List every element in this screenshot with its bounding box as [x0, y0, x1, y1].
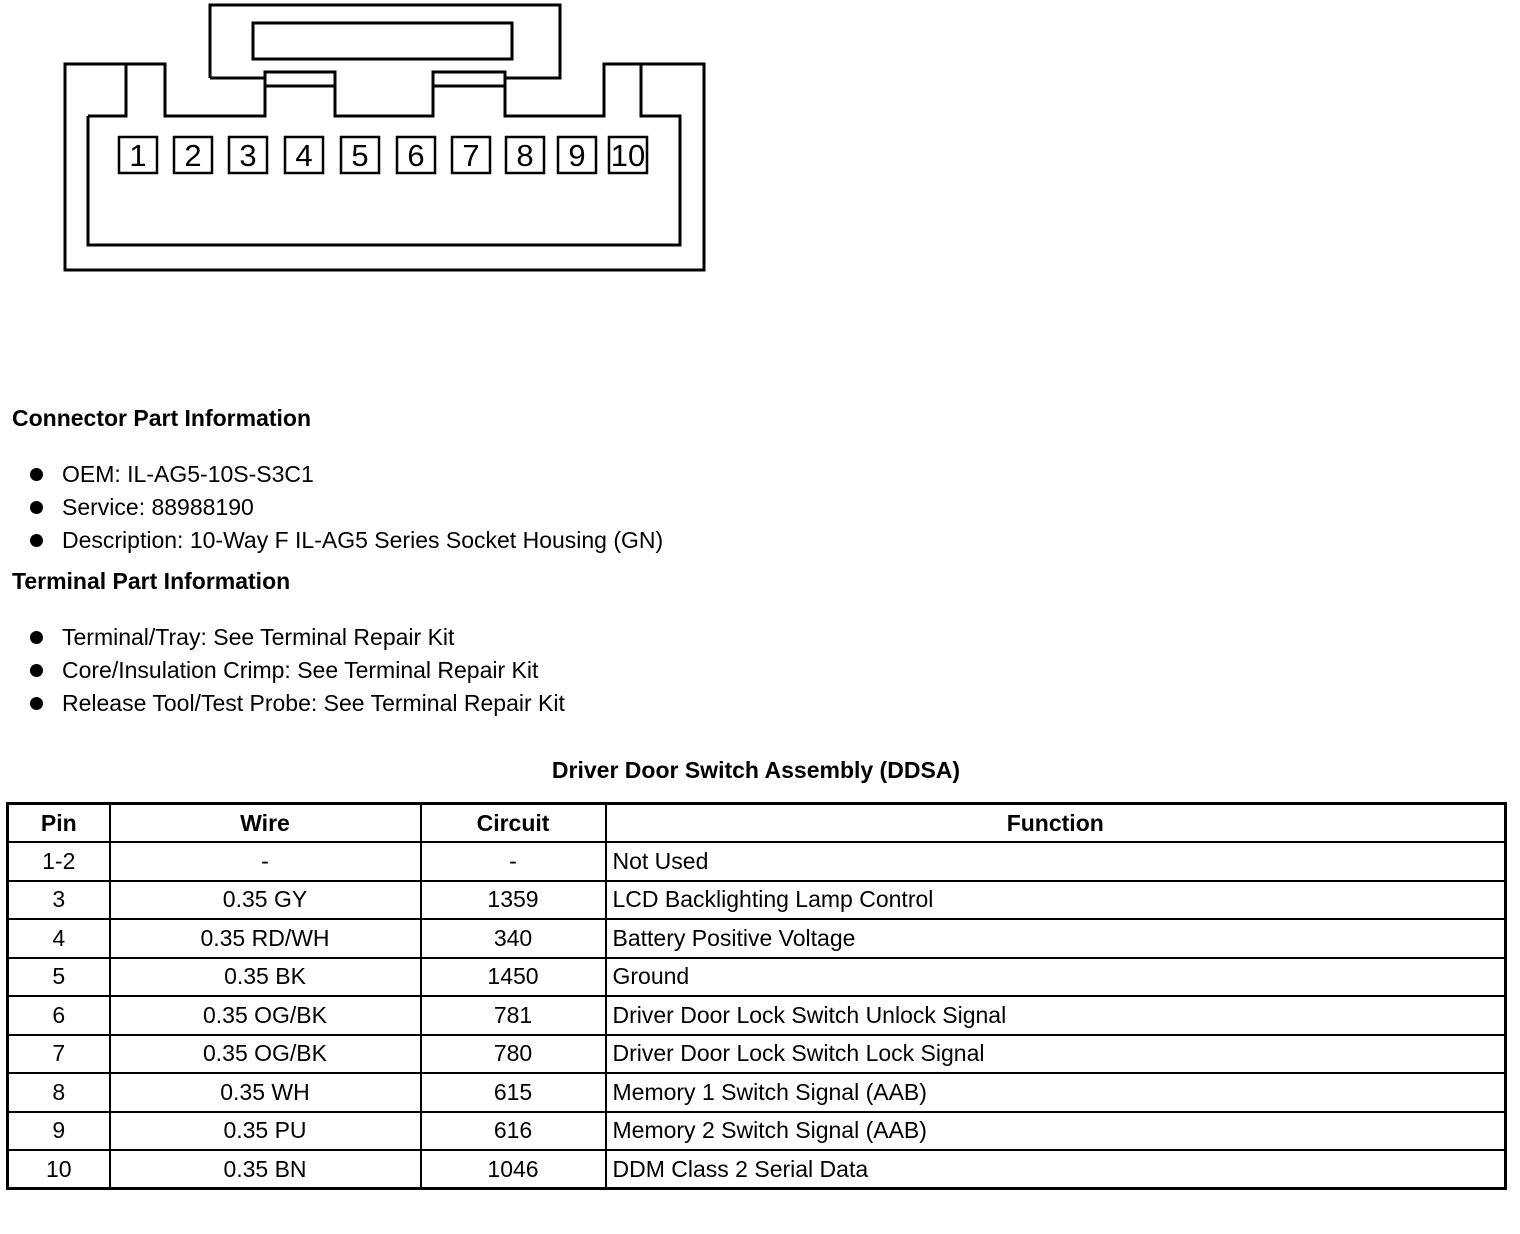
header-wire: Wire [110, 804, 421, 843]
pin-label-7: 7 [462, 138, 480, 173]
cell-function: Not Used [606, 842, 1506, 881]
table-row [8, 881, 1506, 920]
cell-wire: 0.35 BN [110, 1150, 421, 1189]
connector-info-list [30, 458, 663, 557]
terminal-tray: Terminal/Tray: See Terminal Repair Kit [30, 621, 565, 654]
cell-function: Ground [606, 958, 1506, 997]
terminal-crimp: Core/Insulation Crimp: See Terminal Repair Kit [30, 654, 565, 687]
cell-wire: 0.35 WH [110, 1073, 421, 1112]
connector-face-diagram [0, 0, 720, 285]
cell-circuit: - [421, 842, 606, 881]
table-row [8, 842, 1506, 881]
pin-label-9: 9 [568, 138, 586, 173]
cell-pin: 4 [8, 919, 110, 958]
cell-circuit: 780 [421, 1035, 606, 1074]
cell-function: Memory 1 Switch Signal (AAB) [606, 1073, 1506, 1112]
cell-circuit: 781 [421, 996, 606, 1035]
cell-circuit: 1359 [421, 881, 606, 920]
table-row [8, 1035, 1506, 1074]
cell-function: Driver Door Lock Switch Unlock Signal [606, 996, 1506, 1035]
pin-label-6: 6 [407, 138, 425, 173]
table-row [8, 1150, 1506, 1189]
terminal-release-tool: Release Tool/Test Probe: See Terminal Repair Kit [30, 687, 565, 720]
cell-circuit: 616 [421, 1112, 606, 1151]
connector-latch [210, 5, 560, 78]
table-body [8, 842, 1506, 1189]
cell-circuit: 615 [421, 1073, 606, 1112]
cell-circuit: 1450 [421, 958, 606, 997]
cell-function: Battery Positive Voltage [606, 919, 1506, 958]
cell-wire: 0.35 PU [110, 1112, 421, 1151]
connector-service: Service: 88988190 [30, 491, 663, 524]
cell-wire: - [110, 842, 421, 881]
pin-label-2: 2 [184, 138, 202, 173]
cell-pin: 6 [8, 996, 110, 1035]
cell-function: Memory 2 Switch Signal (AAB) [606, 1112, 1506, 1151]
header-function: Function [606, 804, 1506, 843]
header-pin: Pin [8, 804, 110, 843]
connector-description: Description: 10-Way F IL-AG5 Series Socket Housing (GN) [30, 524, 663, 557]
cell-function: DDM Class 2 Serial Data [606, 1150, 1506, 1189]
terminal-info-heading: Terminal Part Information [12, 568, 291, 594]
cell-wire: 0.35 OG/BK [110, 996, 421, 1035]
pin-label-10: 10 [610, 138, 646, 173]
table-row [8, 996, 1506, 1035]
cell-function: Driver Door Lock Switch Lock Signal [606, 1035, 1506, 1074]
table-row [8, 919, 1506, 958]
cell-pin: 3 [8, 881, 110, 920]
cell-wire: 0.35 OG/BK [110, 1035, 421, 1074]
table-header-row [8, 804, 1506, 843]
pin-label-1: 1 [129, 138, 147, 173]
cell-wire: 0.35 GY [110, 881, 421, 920]
connector-latch-slot [253, 23, 512, 59]
cell-pin: 5 [8, 958, 110, 997]
cell-circuit: 340 [421, 919, 606, 958]
table-row [8, 1073, 1506, 1112]
pin-label-5: 5 [351, 138, 369, 173]
cell-circuit: 1046 [421, 1150, 606, 1189]
cell-pin: 10 [8, 1150, 110, 1189]
connector-info-heading: Connector Part Information [12, 405, 312, 431]
terminal-info-list [30, 621, 565, 720]
cell-wire: 0.35 RD/WH [110, 919, 421, 958]
cell-pin: 9 [8, 1112, 110, 1151]
cell-wire: 0.35 BK [110, 958, 421, 997]
connector-inner-cavity [88, 64, 680, 245]
header-circuit: Circuit [421, 804, 606, 843]
pinout-table [6, 802, 1507, 1190]
cell-pin: 8 [8, 1073, 110, 1112]
cell-pin: 7 [8, 1035, 110, 1074]
pin-label-3: 3 [239, 138, 257, 173]
cell-pin: 1-2 [8, 842, 110, 881]
pin-label-4: 4 [295, 138, 313, 173]
pin-label-8: 8 [516, 138, 534, 173]
table-row [8, 1112, 1506, 1151]
table-title: Driver Door Switch Assembly (DDSA) [551, 757, 961, 783]
cell-function: LCD Backlighting Lamp Control [606, 881, 1506, 920]
connector-oem: OEM: IL-AG5-10S-S3C1 [30, 458, 663, 491]
table-row [8, 958, 1506, 997]
pin-cavities [119, 137, 647, 173]
